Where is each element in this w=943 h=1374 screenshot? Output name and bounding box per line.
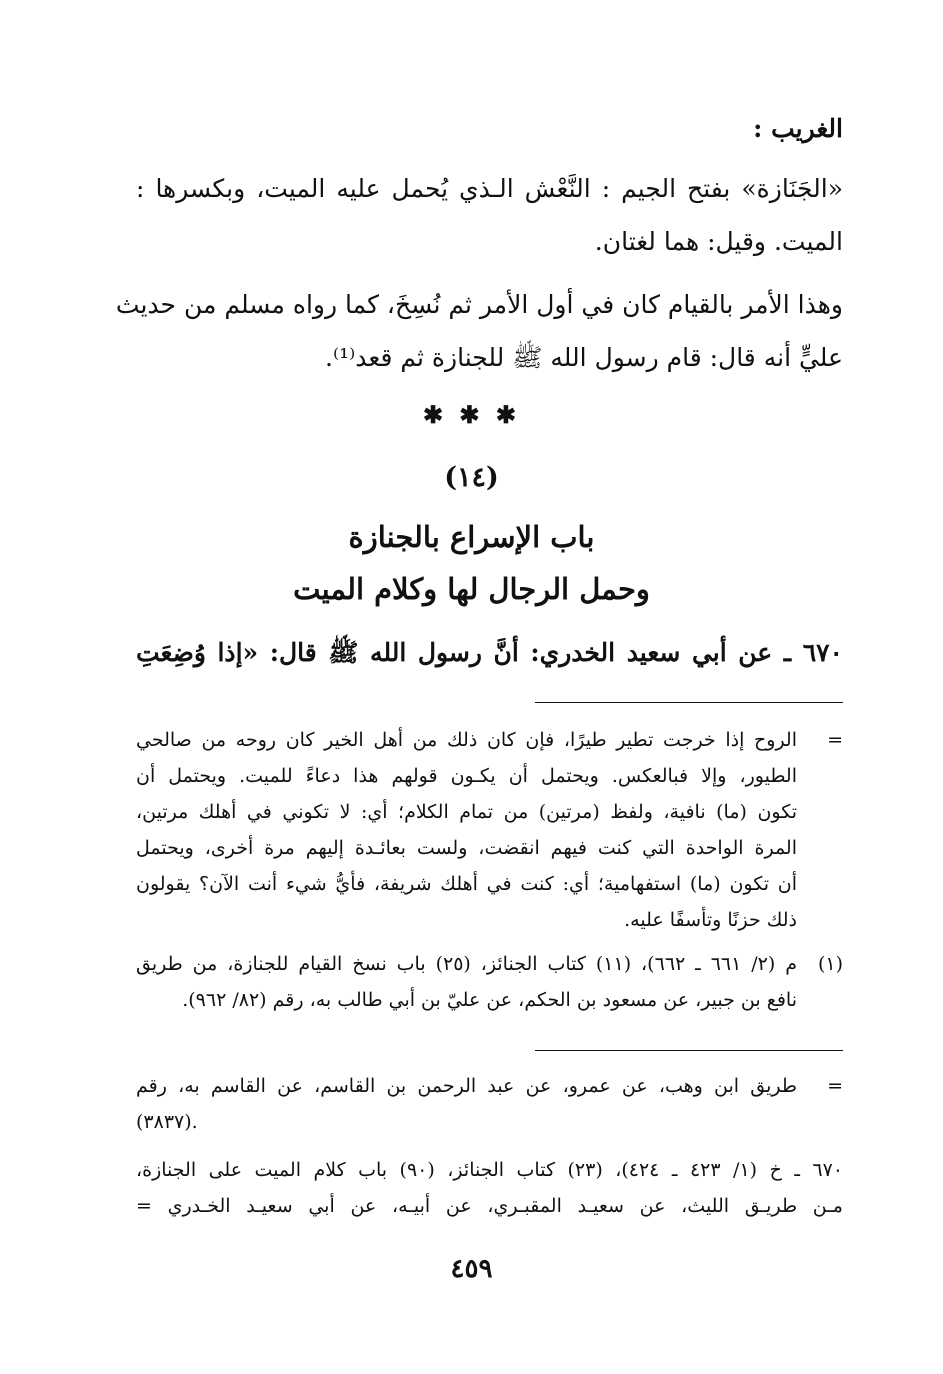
hadith-line-1: ٦٧٠ ـ عن أبي سعيد الخدري: أنَّ رسول الله ﷺ قال: «إذا وُضِعَتِ [136, 638, 843, 667]
footnote-continued-line-1: الروح إذا خرجت تطير طيرًا، فإن كان ذلك من أهل الخير كان روحه من صالحي [136, 729, 797, 751]
footnote-continued-line-6: ذلك حزنًا وتأسفًا عليه. [624, 909, 797, 931]
section-divider: ✱ ✱ ✱ [422, 400, 521, 429]
footnote-separator [535, 702, 843, 703]
gharib-line-1: «الجَنَازة» بفتح الجيم : النَّعْش الـذي يُحمل عليه الميت، وبكسرها : [136, 174, 843, 203]
footnote-670-line-1: ٦٧٠ ـ خ (١/ ٤٢٣ ـ ٤٢٤)، (٢٣) كتاب الجنائز، (٩٠) باب كلام الميت على الجنازة، [136, 1159, 843, 1181]
chapter-title-line-1: باب الإسراع بالجنازة [348, 520, 595, 554]
footnote-block2-line-1: طريق ابن وهب، عن عمرو، عن عبد الرحمن بن القاسم، عن القاسم به، رقم [136, 1075, 797, 1097]
gharib-para2-line-1: وهذا الأمر بالقيام كان في أول الأمر ثم نُسِخَ، كما رواه مسلم من حديث [115, 290, 843, 319]
gharib-heading: الغريب : [753, 114, 843, 143]
chapter-number: (١٤) [444, 462, 499, 493]
footnote-continued-line-4: المرة الواحدة التي كنت فيهم انقضت، ولست بعائـدة إليهم مرة أخرى، ويحتمل [136, 837, 797, 859]
footnote-continued-line-2: الطيور، وإلا فبالعكس. ويحتمل أن يكـون قولهم هذا دعاءً للميت. ويحتمل أن [136, 765, 797, 787]
footnote-block2-line-2: (٣٨٣٧). [136, 1111, 198, 1133]
gharib-line-2: الميت. وقيل: هما لغتان. [594, 227, 843, 256]
page-number: ٤٥٩ [450, 1254, 493, 1284]
footnote-670-line-2: مـن طريـق الليث، عن سعيـد المقبـري، عن أبيـه، عن أبي سعيـد الخـدري = [136, 1195, 843, 1217]
footnote-continued-line-3: تكون (ما) نافية، ولفظ (مرتين) من تمام الكلام؛ أي: لا تكوني في أهلك مرتين، [136, 801, 797, 823]
footnote-continued-line-5: أن تكون (ما) استفهامية؛ أي: كنت في أهلك شريفة، فأيُّ شيء أنت الآن؟ يقولون [136, 873, 797, 895]
footnote-1-line-2: نافع بن جبير، عن مسعود بن الحكم، عن عليّ بن أبي طالب به، رقم (٨٢/ ٩٦٢). [182, 989, 797, 1011]
footnote-separator-2 [535, 1050, 843, 1051]
footnote-1-marker: (١) [817, 953, 843, 975]
gharib-para2-line-2: عليٍّ أنه قال: قام رسول الله ﷺ للجنازة ثم قعد⁽¹⁾. [325, 343, 843, 372]
continuation-marker: = [827, 729, 843, 751]
continuation-marker-2: = [827, 1075, 843, 1097]
footnote-1-line-1: م (٢/ ٦٦١ ـ ٦٦٢)، (١١) كتاب الجنائز، (٢٥) باب نسخ القيام للجنازة، من طريق [136, 953, 797, 975]
chapter-title-line-2: وحمل الرجال لها وكلام الميت [293, 572, 650, 606]
